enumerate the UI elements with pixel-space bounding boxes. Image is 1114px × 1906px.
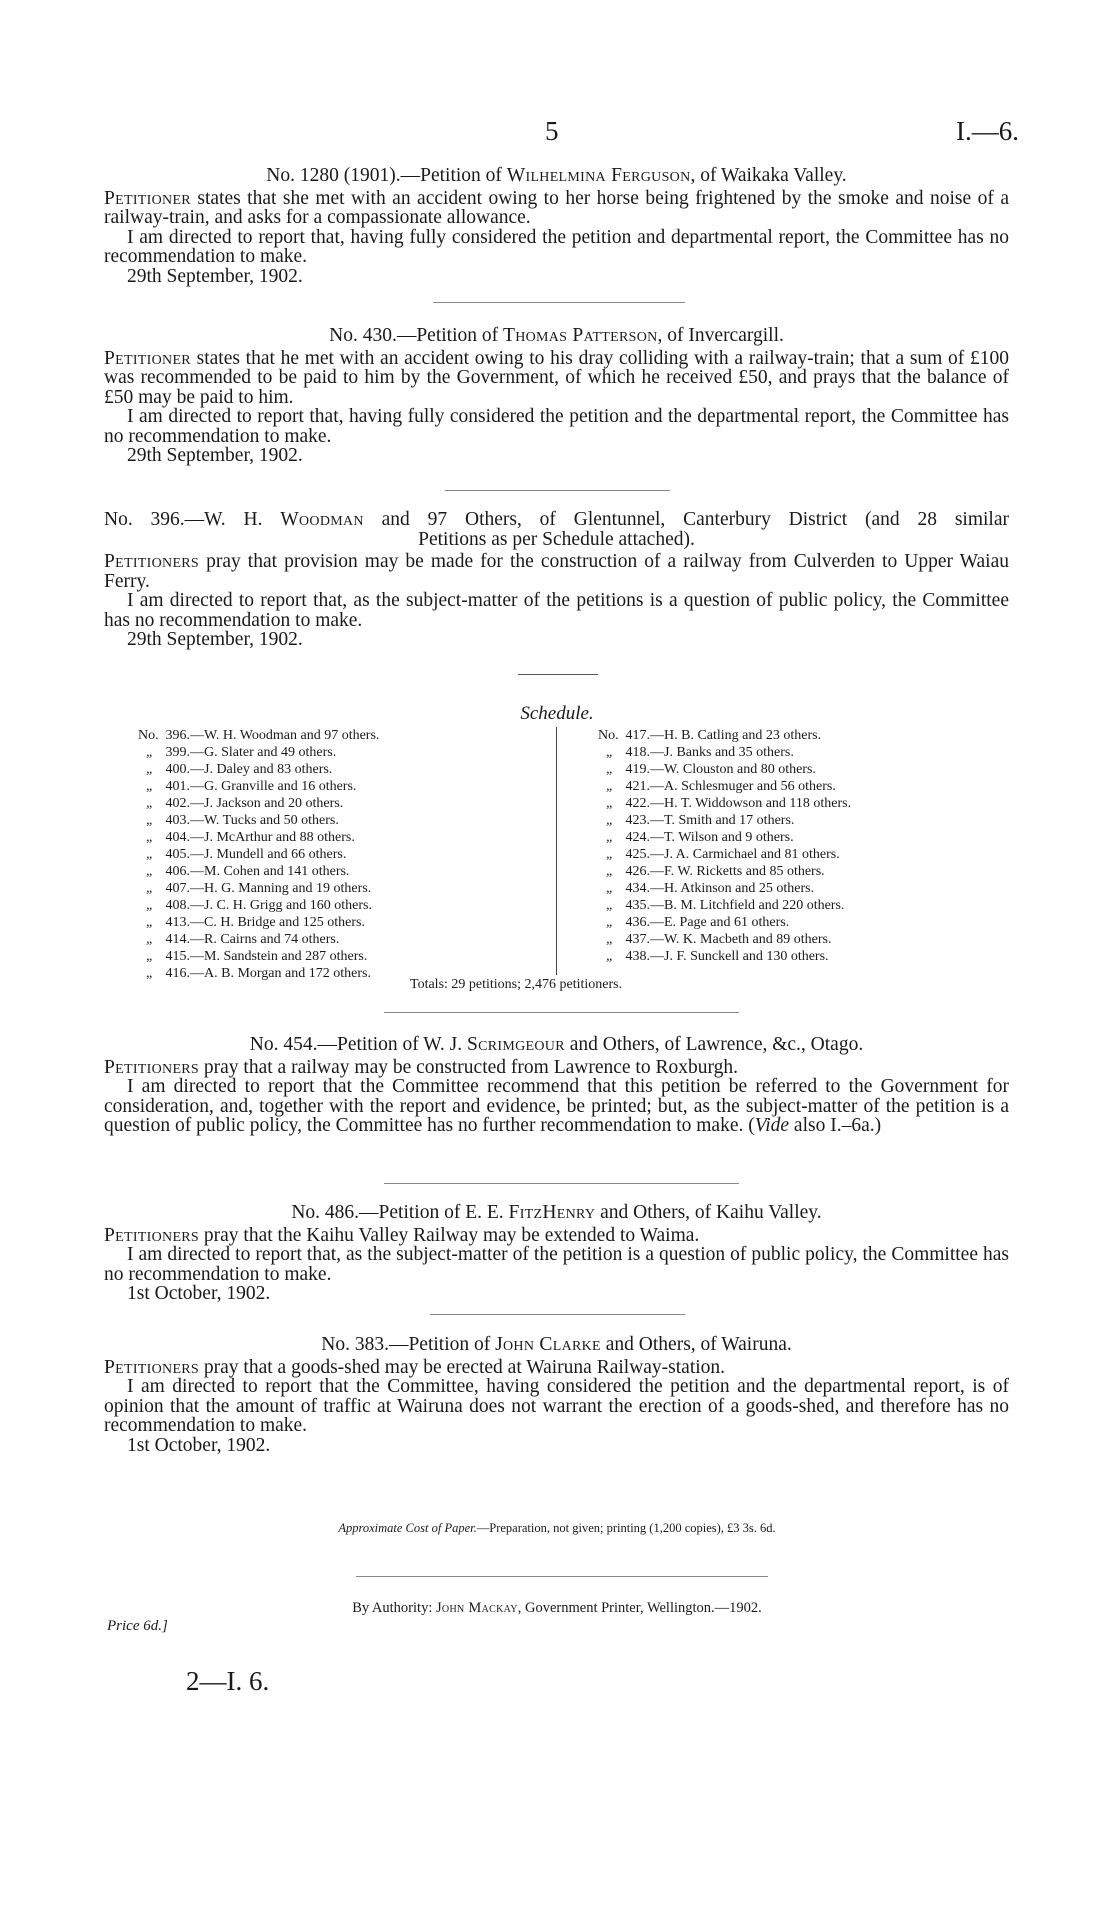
schedule-right-column bbox=[598, 727, 851, 965]
petition-statement: Petitioners pray that a goods-shed may be erected at Wairuna Railway-station. bbox=[104, 1356, 726, 1378]
petitioner-name: Thomas Patterson bbox=[502, 325, 658, 346]
schedule-entry: „ 436.—E. Page and 61 others. bbox=[606, 915, 790, 930]
page-number: 5 bbox=[545, 116, 559, 146]
schedule-entry: „ 435.—B. M. Litchfield and 220 others. bbox=[606, 898, 845, 913]
committee-report: I am directed to report that, as the subject-matter of the petitions is a question of public policy, the Committee has no recommendation to make. bbox=[104, 590, 1009, 631]
schedule-entry: „ 402.—J. Jackson and 20 others. bbox=[146, 796, 344, 811]
schedule-entry: „ 407.—H. G. Manning and 19 others. bbox=[146, 881, 372, 896]
footer-rule bbox=[356, 1576, 768, 1577]
schedule-entry: „ 425.—J. A. Carmichael and 81 others. bbox=[606, 847, 840, 862]
schedule-entry: „ 426.—F. W. Ricketts and 85 others. bbox=[606, 864, 825, 879]
section-divider bbox=[384, 1012, 739, 1013]
petition-statement: Petitioners pray that a railway may be constructed from Lawrence to Roxburgh. bbox=[104, 1056, 738, 1078]
petition-486 bbox=[104, 1203, 1009, 1304]
schedule-entry: „ 418.—J. Banks and 35 others. bbox=[606, 745, 794, 760]
petition-title: No. 383.—Petition of John Clarke and Others, of Wairuna. bbox=[321, 1334, 792, 1355]
schedule-entry: „ 424.—T. Wilson and 9 others. bbox=[606, 830, 794, 845]
schedule-left-column bbox=[138, 727, 379, 982]
committee-report: I am directed to report that, having fully considered the petition and departmental report, the Committee has no recommendation to make. bbox=[104, 226, 1009, 267]
petitioner-name: Woodman bbox=[280, 509, 364, 530]
schedule-entry: No. 396.—W. H. Woodman and 97 others. bbox=[138, 728, 380, 743]
report-date: 1st October, 1902. bbox=[127, 1283, 271, 1304]
cost-of-paper: Approximate Cost of Paper.—Preparation, not given; printing (1,200 copies), £3 3s. 6d. bbox=[338, 1521, 776, 1535]
petition-statement: Petitioners pray that provision may be made for the construction of a railway from Culverden to Upper Waiau Ferry. bbox=[104, 551, 1009, 592]
schedule-entry: „ 419.—W. Clouston and 80 others. bbox=[606, 762, 816, 777]
schedule-entry: „ 438.—J. F. Sunckell and 130 others. bbox=[606, 949, 829, 964]
section-divider bbox=[430, 1314, 685, 1315]
schedule-entry: „ 434.—H. Atkinson and 25 others. bbox=[606, 881, 815, 896]
price: Price 6d.] bbox=[107, 1618, 168, 1634]
petitioner-name: Scrimgeour bbox=[467, 1034, 565, 1055]
section-divider bbox=[384, 1183, 739, 1184]
schedule-entry: „ 416.—A. B. Morgan and 172 others. bbox=[146, 966, 371, 981]
schedule-entry: „ 421.—A. Schlesmuger and 56 others. bbox=[606, 779, 836, 794]
petitioner-name: Wilhelmina Ferguson bbox=[506, 165, 691, 186]
petition-title: No. 1280 (1901).—Petition of Wilhelmina Ferguson, of Waikaka Valley. bbox=[266, 165, 847, 186]
section-divider bbox=[445, 490, 670, 491]
petition-383 bbox=[104, 1335, 1009, 1455]
schedule-entry: „ 414.—R. Cairns and 74 others. bbox=[146, 932, 340, 947]
schedule-entry: „ 415.—M. Sandstein and 287 others. bbox=[146, 949, 368, 964]
report-date: 29th September, 1902. bbox=[127, 445, 303, 466]
petition-title: No. 454.—Petition of W. J. Scrimgeour and Others, of Lawrence, &c., Otago. bbox=[249, 1034, 864, 1055]
section-divider bbox=[518, 674, 598, 675]
petition-396 bbox=[104, 510, 1009, 650]
schedule-entry: „ 413.—C. H. Bridge and 125 others. bbox=[146, 915, 365, 930]
petition-statement: Petitioner states that he met with an accident owing to his dray colliding with a railway-train; that a sum of £100 was recommended to be paid to him by the Government, of which he received £50, and prays that the balance of £50 may be paid to him. bbox=[104, 347, 1009, 408]
report-date: 29th September, 1902. bbox=[127, 265, 303, 287]
printer-authority: By Authority: John Mackay, Government Printer, Wellington.—1902. bbox=[352, 1600, 762, 1616]
petition-statement: Petitioner states that she met with an accident owing to her horse being frightened by the smoke and noise of a railway-train, and asks for a compassionate allowance. bbox=[104, 187, 1009, 228]
petition-1280 bbox=[104, 166, 1009, 286]
signature-mark: 2—I. 6. bbox=[186, 1666, 270, 1696]
schedule-entry: „ 422.—H. T. Widdowson and 118 others. bbox=[606, 796, 852, 811]
committee-report: I am directed to report that, as the subject-matter of the petition is a question of public policy, the Committee has no recommendation to make. bbox=[104, 1244, 1009, 1285]
report-date: 29th September, 1902. bbox=[127, 629, 303, 650]
committee-report: I am directed to report that the Committee recommend that this petition be referred to the Government for consideration, and, together with the report and evidence, be printed; but, as the subject-matter of the petition is a question of public policy, the Committee has no further recommendation to make. (Vide also I.–6a.) bbox=[104, 1076, 1009, 1136]
schedule-entry: „ 437.—W. K. Macbeth and 89 others. bbox=[606, 932, 832, 947]
schedule-entry: „ 399.—G. Slater and 49 others. bbox=[146, 745, 337, 760]
document-reference: I.—6. bbox=[956, 116, 1019, 146]
schedule-column-divider bbox=[556, 727, 557, 975]
schedule-entry: No. 417.—H. B. Catling and 23 others. bbox=[598, 728, 822, 743]
schedule-entry: „ 406.—M. Cohen and 141 others. bbox=[146, 864, 350, 879]
schedule-entry: „ 401.—G. Granville and 16 others. bbox=[146, 779, 357, 794]
petitioner-name: FitzHenry bbox=[508, 1202, 596, 1223]
schedule-entry: „ 408.—J. C. H. Grigg and 160 others. bbox=[146, 898, 372, 913]
petitioner-name: John Clarke bbox=[495, 1334, 601, 1355]
committee-report: I am directed to report that the Committee, having considered the petition and the departmental report, is of opinion that the amount of traffic at Wairuna does not warrant the erection of a goods-shed, and therefore has no recommendation to make. bbox=[104, 1376, 1009, 1436]
schedule-totals: Totals: 29 petitions; 2,476 petitioners. bbox=[410, 977, 623, 992]
petition-statement: Petitioners pray that the Kaihu Valley Railway may be extended to Waima. bbox=[104, 1224, 700, 1246]
committee-report: I am directed to report that, having fully considered the petition and the departmental report, the Committee has no recommendation to make. bbox=[104, 406, 1009, 447]
schedule-entry: „ 423.—T. Smith and 17 others. bbox=[606, 813, 795, 828]
schedule-entry: „ 403.—W. Tucks and 50 others. bbox=[146, 813, 339, 828]
schedule-title: Schedule. bbox=[520, 703, 594, 724]
petition-title-continued: Petitions as per Schedule attached). bbox=[418, 528, 695, 550]
petition-title: No. 396.—W. H. Woodman and 97 Others, of Glentunnel, Canterbury District (and 28 similar bbox=[104, 509, 1009, 530]
schedule-entry: „ 405.—J. Mundell and 66 others. bbox=[146, 847, 347, 862]
petition-title: No. 430.—Petition of Thomas Patterson, of Invercargill. bbox=[329, 325, 784, 346]
report-date: 1st October, 1902. bbox=[127, 1434, 271, 1456]
schedule-entry: „ 400.—J. Daley and 83 others. bbox=[146, 762, 333, 777]
petition-454 bbox=[104, 1035, 1009, 1136]
petition-title: No. 486.—Petition of E. E. FitzHenry and Others, of Kaihu Valley. bbox=[291, 1202, 822, 1223]
schedule-entry: „ 404.—J. McArthur and 88 others. bbox=[146, 830, 355, 845]
petition-430 bbox=[104, 326, 1009, 466]
section-divider bbox=[433, 302, 685, 303]
